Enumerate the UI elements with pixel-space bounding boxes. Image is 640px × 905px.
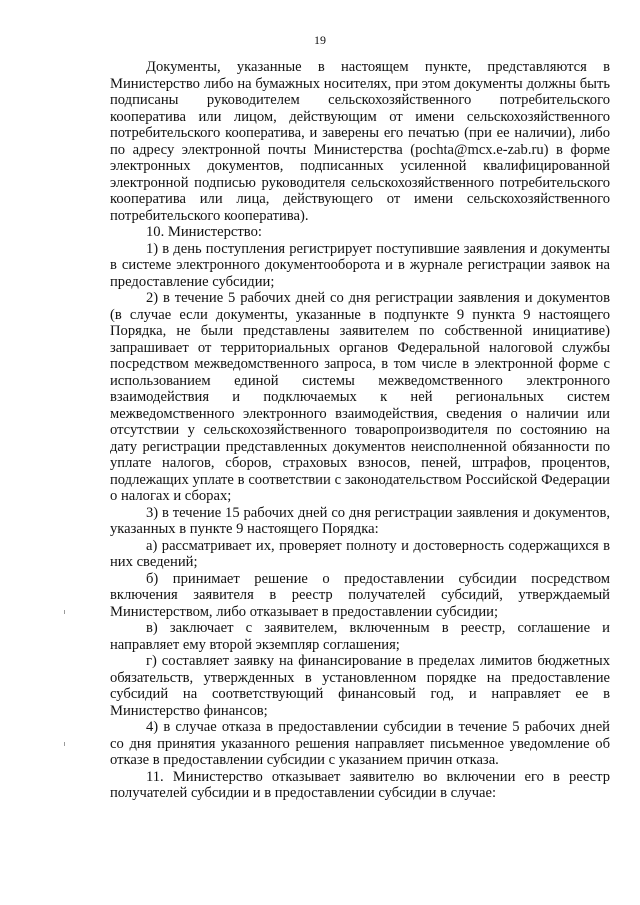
paragraph-subitem-2: 2) в течение 5 рабочих дней со дня регистрации заявления и документов (в случае если документы, указанные в подпункте 9 пункта 9 настоящего Порядка, не были представлены заявителем по собственной инициативе) запрашивает от территориальных органов Федеральной налоговой службы посредством межведомственного запроса, в том числе в электронной форме с использованием единой системы межведомственного электронного взаимодействия и подключаемых к ней региональных систем межведомственного электронного взаимодействия, сведения о наличии или отсутствии у сельскохозяйственного товаропроизводителя по состоянию на дату регистрации представленных документов неисполненной обязанности по уплате налогов, сборов, страховых взносов, пеней, штрафов, процентов, подлежащих уплате в соответствии с законодательством Российской Федерации о налогах и сборах; bbox=[110, 290, 610, 504]
paragraph-documents-submission: Документы, указанные в настоящем пункте, представляются в Министерство либо на бумажных носителях, при этом документы должны быть подписаны руководителем сельскохозяйственного потребительского кооператива или лицом, действующим от имени сельскохозяйственного потребительского кооператива, и заверены его печатью (при ее наличии), либо по адресу электронной почты Министерства (pochta@mcx.e-zab.ru) в форме электронных документов, подписанных усиленной квалифицированной электронной подписью руководителя сельскохозяйственного потребительского кооператива или лица, действующего от имени сельскохозяйственного потребительского кооператива). bbox=[110, 59, 610, 224]
paragraph-subitem-3g: г) составляет заявку на финансирование в пределах лимитов бюджетных обязательств, утвержденных в установленном порядке на предоставление субсидий на соответствующий финансовый год, и направляет ее в Министерство финансов; bbox=[110, 653, 610, 719]
paragraph-subitem-3a: а) рассматривает их, проверяет полноту и достоверность содержащихся в них сведений; bbox=[110, 537, 610, 570]
paragraph-subitem-3b: б) принимает решение о предоставлении субсидии посредством включения заявителя в реестр получателей субсидий, утверждаемый Министерством, либо отказывает в предоставлении субсидии; bbox=[110, 570, 610, 620]
paragraph-subitem-4: 4) в случае отказа в предоставлении субсидии в течение 5 рабочих дней со дня принятия указанного решения направляет письменное уведомление об отказе в предоставлении субсидии с указанием причин отказа. bbox=[110, 719, 610, 768]
paragraph-subitem-1: 1) в день поступления регистрирует поступившие заявления и документы в системе электронного документооборота и в журнале регистрации заявок на предоставление субсидии; bbox=[110, 240, 610, 290]
document-body bbox=[110, 59, 610, 802]
page-number: 19 bbox=[314, 33, 326, 47]
paragraph-item-10: 10. Министерство: bbox=[146, 224, 262, 240]
paragraph-item-11: 11. Министерство отказывает заявителю во включении его в реестр получателей субсидии и в предоставлении субсидии в случае: bbox=[110, 768, 610, 801]
paragraph-subitem-3v: в) заключает с заявителем, включенным в реестр, соглашение и направляет ему второй экземпляр соглашения; bbox=[110, 620, 610, 653]
scan-mark bbox=[64, 742, 65, 746]
scan-mark bbox=[64, 610, 65, 614]
paragraph-subitem-3: 3) в течение 15 рабочих дней со дня регистрации заявления и документов, указанных в пункте 9 настоящего Порядка: bbox=[110, 504, 610, 537]
